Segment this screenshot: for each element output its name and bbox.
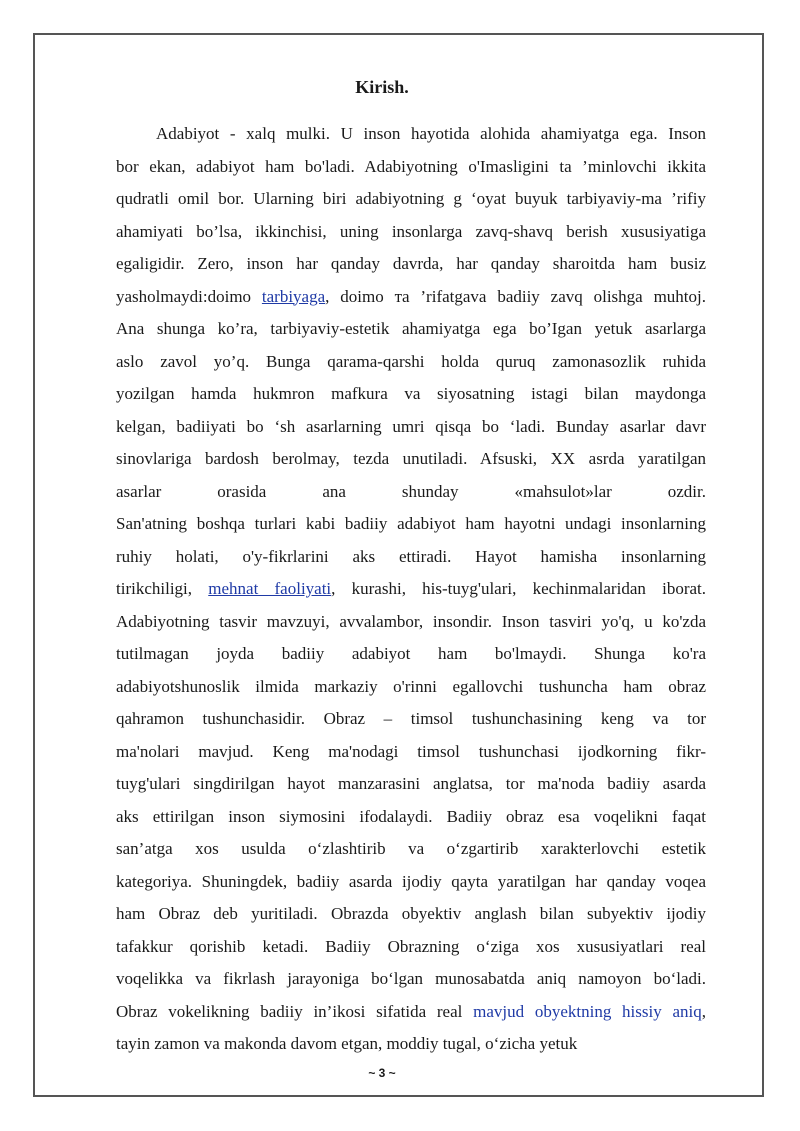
body-paragraph — [116, 118, 706, 1061]
text-segment: yasholmaydi:doimo — [116, 286, 262, 306]
text-line — [116, 963, 706, 996]
text-line — [116, 313, 706, 346]
text-line — [116, 606, 706, 639]
text-segment: qudratli omil bor. Ularning biri adabiyotning g ‘oyat buyuk tarbiyaviy-ma ’rifiy — [116, 189, 706, 208]
text-segment: ma'nolari mavjud. Keng ma'nodagi timsol tushunchasi ijodkorning fikr- — [116, 741, 706, 761]
text-line — [116, 638, 706, 671]
text-line — [116, 703, 706, 736]
text-line — [116, 996, 706, 1029]
text-segment: aks ettirilgan inson siymosini ifodalaydi. Badiiy obraz esa voqelikni faqat — [116, 806, 706, 826]
text-line — [116, 801, 706, 834]
text-line — [116, 931, 706, 964]
text-segment: tuyg'ulari singdirilgan hayot manzarasini anglatsa, tor ma'noda badiiy asarda — [116, 774, 706, 793]
text-line — [116, 151, 706, 184]
text-line — [116, 898, 706, 931]
text-segment: , kurashi, his-tuyg'ulari, kechinmalaridan iborat. — [331, 579, 706, 598]
hyperlink[interactable]: mavjud obyektning hissiy aniq — [473, 1001, 702, 1021]
text-line — [116, 866, 706, 899]
text-line — [116, 248, 706, 281]
text-line — [116, 1028, 706, 1061]
text-line — [116, 476, 706, 509]
text-segment: bor ekan, adabiyot ham bo'ladi. Adabiyotning o'Imasligini ta ’minlovchi ikkita — [116, 156, 706, 176]
text-segment: Adabiyot - xalq mulki. U inson hayotida alohida ahamiyatga ega. Inson — [156, 124, 706, 143]
text-line — [116, 281, 706, 314]
text-segment: tutilmagan joyda badiiy adabiyot ham bo'lmaydi. Shunga ko'ra — [116, 644, 706, 663]
text-segment: San'atning boshqa turlari kabi badiiy adabiyot ham hayotni undagi insonlarning — [116, 514, 706, 533]
text-line — [116, 541, 706, 574]
text-line — [116, 508, 706, 541]
page-number: ~ 3 ~ — [368, 1066, 396, 1080]
text-line — [116, 378, 706, 411]
text-line — [116, 736, 706, 769]
text-segment: egaligidir. Zero, inson har qanday davrda, har qanday sharoitda ham busiz — [116, 254, 706, 273]
text-line — [116, 671, 706, 704]
text-segment: ruhiy holati, o'y-fikrlarini aks ettiradi. Hayot hamisha insonlarning — [116, 546, 706, 566]
text-line — [116, 183, 706, 216]
text-line — [116, 443, 706, 476]
text-line — [116, 346, 706, 379]
text-segment: Obraz vokelikning badiiy in’ikosi sifatida real — [116, 1001, 474, 1021]
text-segment: aslo zavol yo’q. Bunga qarama-qarshi holda quruq zamonasozlik ruhida — [116, 351, 706, 371]
text-segment: Ana shunga ko’ra, tarbiyaviy-estetik ahamiyatga ega bo’Igan yetuk asarlarga — [116, 319, 706, 338]
text-line — [116, 411, 706, 444]
text-line — [116, 573, 706, 606]
text-segment: , — [701, 1001, 706, 1021]
section-title: Kirish. — [355, 77, 409, 97]
text-segment: voqelikka va fikrlash jarayoniga bo‘lgan munosabatda aniq namoyon bo‘ladi. — [116, 969, 706, 988]
text-segment: san’atga xos usulda o‘zlashtirib va o‘zgartirib xarakterlovchi estetik — [116, 839, 706, 858]
text-segment: ham Obraz deb yuritiladi. Obrazda obyektiv anglash bilan subyektiv ijodiy — [116, 904, 706, 923]
text-segment: qahramon tushunchasidir. Obraz – timsol tushunchasining keng va tor — [116, 709, 706, 728]
text-segment: sinovlariga bardosh berolmay, tezda unutiladi. Afsuski, XX asrda yaratilgan — [116, 449, 706, 468]
text-segment: Adabiyotning tasvir mavzuyi, avvalambor, insondir. Inson tasviri yo'q, u ko'zda — [116, 611, 706, 631]
text-line — [116, 118, 706, 151]
hyperlink[interactable]: tarbiyaga — [261, 286, 326, 306]
text-segment: tayin zamon va makonda davom etgan, moddiy tugal, o‘zicha yetuk — [116, 1034, 578, 1053]
text-segment: kelgan, badiiyati bo ‘sh asarlarning umri qisqa bo ‘ladi. Bunday asarlar davr — [116, 416, 706, 436]
text-segment: tafakkur qorishib ketadi. Badiiy Obrazning o‘ziga xos xususiyatlari real — [116, 936, 706, 956]
text-segment: adabiyotshunoslik ilmida markaziy o'rinni egallovchi tushuncha ham obraz — [116, 676, 706, 696]
text-segment: tirikchiligi, — [116, 579, 209, 598]
text-segment: , doimo тa ’rifatgava badiiy zavq olishga muhtoj. — [325, 286, 706, 306]
text-segment: ahamiyati bo’lsa, ikkinchisi, uning insonlarga zavq-shavq berish xususiyatiga — [116, 221, 706, 241]
text-segment: asarlar orasida ana shunday «mahsulot»lar ozdir. — [116, 481, 706, 501]
text-line — [116, 833, 706, 866]
text-segment: yozilgan hamda hukmron mafkura va siyosatning istagi bilan maydonga — [116, 384, 706, 403]
hyperlink[interactable]: mehnat faoliyati — [208, 579, 332, 598]
text-line — [116, 216, 706, 249]
text-segment: kategoriya. Shuningdek, badiiy asarda ijodiy qayta yaratilgan har qanday voqea — [116, 871, 706, 891]
text-line — [116, 768, 706, 801]
